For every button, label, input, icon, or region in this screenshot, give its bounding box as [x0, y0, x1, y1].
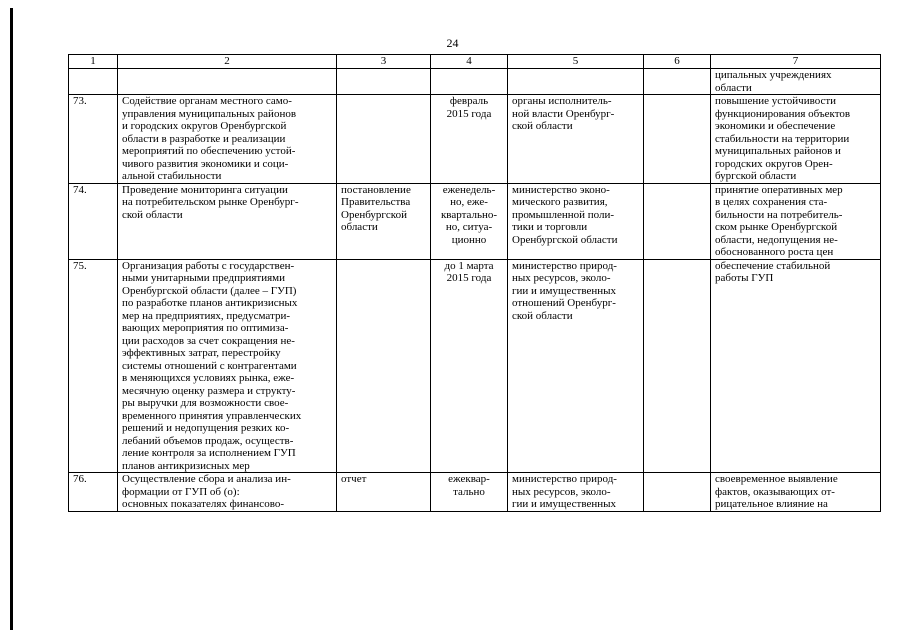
cell-text-line: органы исполнитель-	[512, 95, 612, 107]
cell-text-line: работы ГУП	[715, 272, 774, 284]
cell-text-line: гии и имущественных	[512, 284, 617, 297]
executor-cell	[508, 69, 644, 95]
cell-text-line: области, недопущения не-	[715, 233, 838, 246]
row-number-cell: 74.	[69, 183, 118, 259]
measure-cell	[118, 95, 337, 184]
term-cell	[431, 259, 508, 473]
cell-text-line: ными унитарными предприятиями	[122, 272, 286, 284]
cell-text-line: лебаний объемов продаж, осуществ-	[122, 434, 294, 447]
row-number-cell: 76.	[69, 473, 118, 512]
cell-text-line: эффективных затрат, перестройку	[122, 347, 281, 359]
document-type-cell	[337, 69, 431, 95]
measures-table	[68, 54, 881, 512]
expected-result-cell	[711, 69, 881, 95]
expected-result-cell	[711, 473, 881, 512]
cell-text-line: повышение устойчивости	[715, 95, 837, 107]
measure-cell	[118, 259, 337, 473]
header-col-4: 4	[431, 55, 508, 69]
executor-cell	[508, 95, 644, 184]
cell-text-line: мероприятий по обеспечению устой-	[122, 145, 296, 157]
document-type-cell	[337, 259, 431, 473]
cell-text-line: но, ситуа-	[445, 221, 493, 233]
cell-text-line: ципальных учреждениях	[715, 69, 832, 81]
cell-text-line: временного принятия управленческих	[122, 409, 302, 422]
cell-text-line: ных ресурсов, эколо-	[512, 272, 611, 284]
cell-text-line: отчет	[341, 473, 367, 485]
term-cell	[431, 95, 508, 184]
measure-cell	[118, 69, 337, 95]
column-6-cell	[644, 183, 711, 259]
cell-text-line: министерство природ-	[512, 473, 617, 485]
measure-cell	[118, 183, 337, 259]
cell-text-line: муниципальных районов и	[715, 145, 841, 157]
cell-text-line: ской области	[512, 309, 573, 322]
cell-text-line: функционирования объектов	[715, 107, 851, 120]
cell-text-line: на потребительском рынке Оренбург-	[122, 196, 299, 208]
header-col-2: 2	[118, 55, 337, 69]
cell-text-line: отношений Оренбург-	[512, 297, 616, 309]
cell-text-line: рицательное влияние на	[715, 498, 828, 510]
cell-text-line: 2015 года	[446, 272, 492, 284]
table-row	[69, 183, 881, 259]
cell-text-line: обоснованного роста цен	[715, 246, 834, 258]
cell-text-line: министерство эконо-	[512, 183, 610, 196]
column-6-cell	[644, 259, 711, 473]
header-col-5: 5	[508, 55, 644, 69]
cell-text-line: управления муниципальных районов	[122, 107, 297, 120]
cell-text-line: городских округов Орен-	[715, 157, 833, 170]
cell-text-line: планов антикризисных мер	[122, 459, 250, 472]
cell-text-line: ской области	[122, 208, 183, 221]
document-type-cell	[337, 183, 431, 259]
table-row	[69, 69, 881, 95]
cell-text-line: мического развития,	[512, 196, 608, 208]
cell-text-line: но, еже-	[450, 196, 488, 208]
executor-cell	[508, 259, 644, 473]
header-col-6: 6	[644, 55, 711, 69]
cell-text-line: до 1 марта	[444, 259, 494, 272]
table-row	[69, 473, 881, 512]
cell-text-line: ных ресурсов, эколо-	[512, 485, 611, 498]
cell-text-line: Осуществление сбора и анализа ин-	[122, 473, 291, 485]
cell-text-line: Проведение мониторинга ситуации	[122, 183, 288, 196]
page-number: 24	[446, 36, 459, 50]
expected-result-cell	[711, 183, 881, 259]
cell-text-line: принятие оперативных мер	[715, 183, 843, 196]
cell-text-line: стабильности на территории	[715, 132, 850, 145]
cell-text-line: месячную оценку размера и структу-	[122, 384, 296, 397]
table-row	[69, 95, 881, 184]
cell-text-line: промышленной поли-	[512, 208, 615, 221]
cell-text-line: фактов, оказывающих от-	[715, 485, 835, 498]
column-6-cell	[644, 473, 711, 512]
table-header-row	[69, 55, 881, 69]
cell-text-line: в целях сохранения ста-	[715, 196, 828, 208]
cell-text-line: февраль	[449, 95, 489, 107]
cell-text-line: ной власти Оренбург-	[512, 107, 615, 120]
expected-result-cell	[711, 259, 881, 473]
cell-text-line: области в разработке и реализации	[122, 132, 286, 145]
cell-text-line: формации от ГУП об (о):	[122, 485, 240, 498]
cell-text-line: экономики и обеспечение	[715, 120, 836, 132]
cell-text-line: Оренбургской области	[512, 233, 618, 246]
cell-text-line: ционно	[451, 233, 487, 246]
cell-text-line: тики и торговли	[512, 221, 588, 233]
cell-text-line: Правительства	[341, 196, 411, 208]
cell-text-line: бильности на потребитель-	[715, 208, 843, 221]
cell-text-line: постановление	[341, 183, 411, 196]
cell-text-line: Организация работы с государствен-	[122, 259, 295, 272]
cell-text-line: гии и имущественных	[512, 498, 617, 510]
cell-text-line: ежеквар-	[448, 473, 490, 485]
cell-text-line: ры выручки для возможности свое-	[122, 397, 289, 409]
measure-cell	[118, 473, 337, 512]
cell-text-line: еженедель-	[442, 183, 496, 196]
cell-text-line: ском рынке Оренбургской	[715, 221, 838, 233]
cell-text-line: чивого развития экономики и соци-	[122, 157, 289, 170]
cell-text-line: вающих мероприятия по оптимиза-	[122, 322, 289, 334]
cell-text-line: квартально-	[440, 208, 498, 221]
cell-text-line: тально	[453, 485, 485, 498]
page-edge-line	[10, 8, 13, 630]
cell-text-line: ление контроля за исполнением ГУП	[122, 447, 296, 459]
document-type-cell	[337, 473, 431, 512]
column-6-cell	[644, 95, 711, 184]
term-cell	[431, 183, 508, 259]
cell-text-line: альной стабильности	[122, 170, 222, 182]
cell-text-line: основных показателях финансово-	[122, 498, 284, 510]
cell-text-line: своевременное выявление	[715, 473, 838, 485]
cell-text-line: Содействие органам местного само-	[122, 95, 292, 107]
header-col-7: 7	[711, 55, 881, 69]
row-number-cell: 73.	[69, 95, 118, 184]
cell-text-line: области	[341, 221, 378, 233]
cell-text-line: Оренбургской области (далее – ГУП)	[122, 284, 297, 297]
row-number-cell	[69, 69, 118, 95]
cell-text-line: обеспечение стабильной	[715, 259, 831, 272]
expected-result-cell	[711, 95, 881, 184]
column-6-cell	[644, 69, 711, 95]
term-cell	[431, 69, 508, 95]
cell-text-line: системы отношений с контрагентами	[122, 359, 297, 372]
cell-text-line: министерство природ-	[512, 259, 617, 272]
cell-text-line: Оренбургской	[341, 208, 407, 221]
cell-text-line: по разработке планов антикризисных	[122, 297, 298, 309]
header-col-1: 1	[69, 55, 118, 69]
row-number-cell: 75.	[69, 259, 118, 473]
table-row	[69, 259, 881, 473]
document-type-cell	[337, 95, 431, 184]
term-cell	[431, 473, 508, 512]
cell-text-line: ции расходов за счет сокращения не-	[122, 334, 295, 347]
cell-text-line: в меняющихся условиях рынка, еже-	[122, 372, 295, 384]
cell-text-line: решений и недопущения резких ко-	[122, 422, 290, 434]
header-col-3: 3	[337, 55, 431, 69]
cell-text-line: бургской области	[715, 170, 797, 182]
cell-text-line: ской области	[512, 120, 573, 132]
executor-cell	[508, 473, 644, 512]
cell-text-line: мер на предприятиях, предусматри-	[122, 309, 290, 322]
cell-text-line: и городских округов Оренбургской	[122, 120, 287, 132]
cell-text-line: области	[715, 81, 752, 94]
cell-text-line: 2015 года	[446, 107, 492, 120]
executor-cell	[508, 183, 644, 259]
